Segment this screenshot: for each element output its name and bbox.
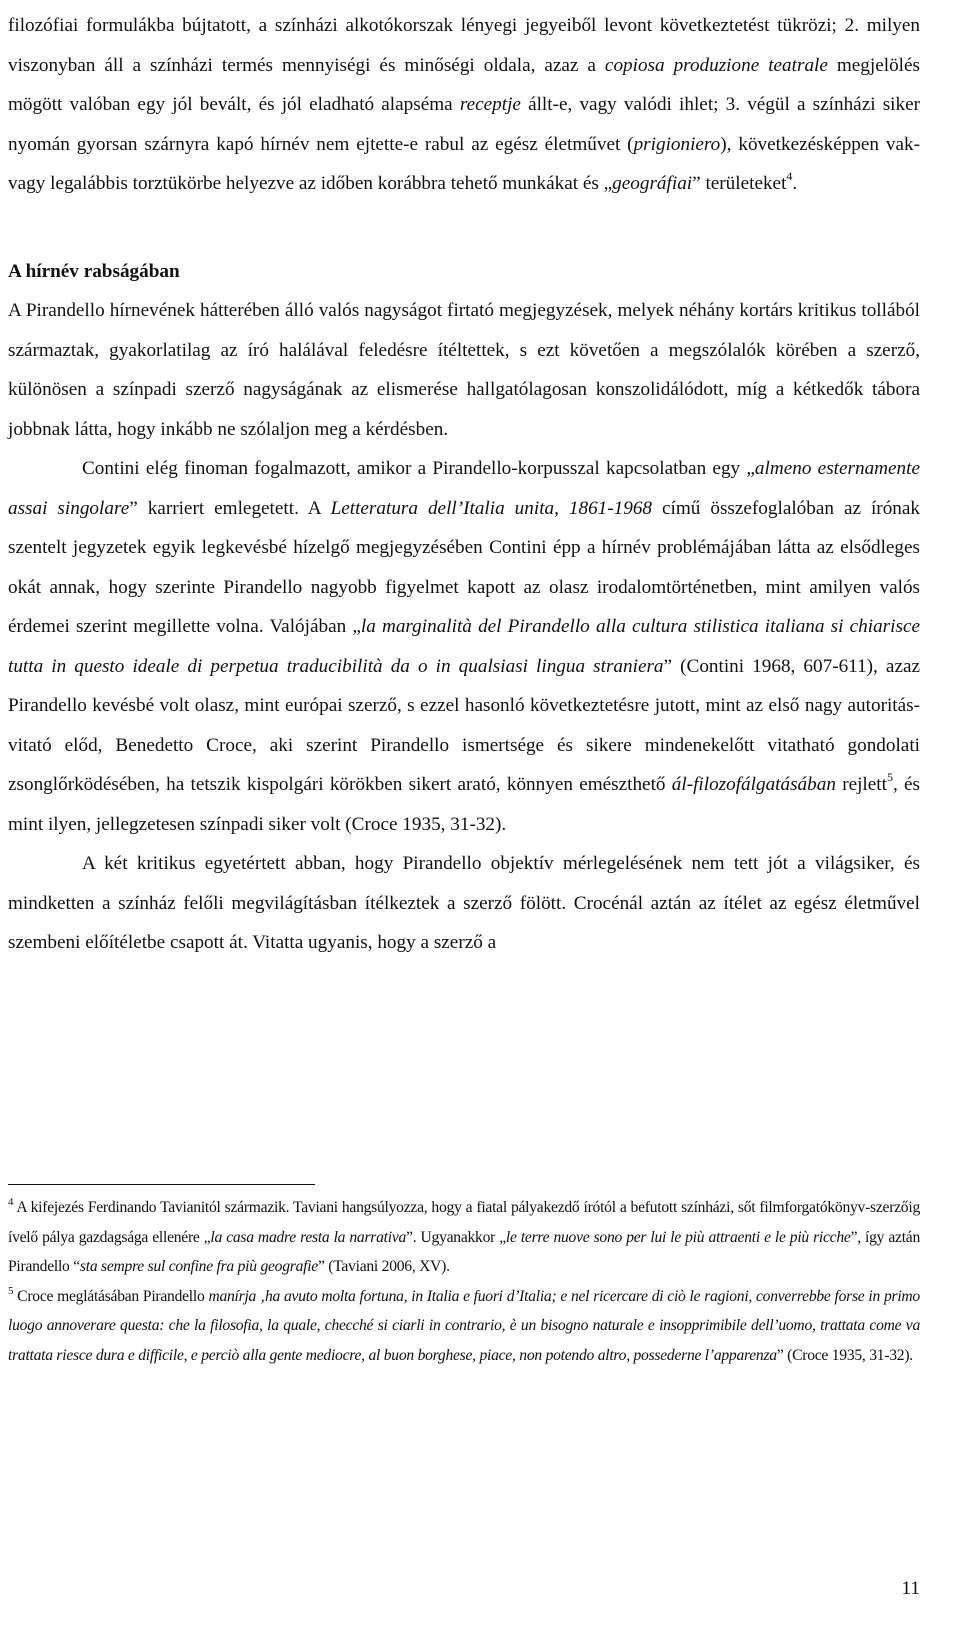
text-run: megjelölés mögött valóban egy jól bevált, és jól eladható alapséma [8, 54, 920, 115]
text-run: filozófiai formulákba bújtatott, a színházi alkotókorszak lényegi jegyeiből levont következtetést tükrözi; 2. milyen viszonyban áll a színházi termés mennyiségi és minőségi oldala, azaz a [8, 15, 920, 76]
italic-run: la marginalità del Pirandello alla cultura stilistica italiana si chiarisce tutta in questo ideale di perpetua traducibilità da o in qualsiasi lingua straniera [8, 616, 920, 677]
paragraph-2 [8, 449, 920, 844]
text-run: ” területeket [692, 173, 787, 194]
text-run: Contini elég finoman fogalmazott, amikor a Pirandello-korpusszal kapcsolatban egy „ [82, 458, 755, 479]
italic-run: manírja [208, 1287, 257, 1305]
text-run: Croce meglátásában Pirandello [13, 1287, 209, 1305]
footnote-ref-5[interactable]: 5 [886, 769, 893, 784]
footnotes [8, 1193, 920, 1371]
text-run: ”, így aztán Pirandello “ [8, 1228, 921, 1276]
text-run: . [792, 173, 798, 194]
paragraph-3: A két kritikus egyetértett abban, hogy Pirandello objektív mérlegelésének nem tett jót a világsiker, és mindketten a színház felőli megvilágításban ítélkeztek a szerző fölött. Crocénál aztán az ítélet az egész életművel szembeni előítéletbe csapott át. Vitatta ugyanis, hogy a szerző a [8, 853, 920, 953]
section-heading: A hírnév rabságában [8, 260, 180, 282]
italic-run: geográfiai [612, 173, 693, 194]
italic-run: receptje [459, 94, 521, 115]
footnote-5 [8, 1282, 920, 1371]
text-run: A kifejezés Ferdinando Tavianitól származik. Taviani hangsúlyozza, hogy a fiatal pályakezdő írótól a befutott színházi, sőt filmforgatókönyv-szerzőig ívelő pálya gazdagsága ellenére „ [8, 1199, 920, 1246]
page-number: 11 [901, 1578, 920, 1599]
page-body [8, 6, 920, 963]
footnote-number: 4 [8, 1195, 14, 1208]
text-run: ” karriert emlegetett. A [129, 497, 331, 519]
text-run: ” (Croce 1935, 31-32). [776, 1346, 913, 1364]
italic-run: ‚ha avuto molta fortuna, in Italia e fuori d’Italia; e nel ricercare di ciò le ragioni, converrebbe forse in primo luogo annoverare questa: che la filosofia, la quale, checché si ciarli in contrario, è un bisogno naturale e insopprimibile dell’uomo, trattata come va trattata riesce dura e difficile, e perciò alla gente mediocre, al buon borghese, piace, non potendo altro, possederne l’apparenza [8, 1287, 920, 1364]
italic-run: prigioniero [633, 133, 721, 155]
text-run: című összefoglalóban az írónak szentelt jegyzetek egyik legkevésbé hízelgő megjegyzésében Contini épp a hírnév problémájában látta az elsődleges okát annak, hogy szerinte Pirandello nagyobb figyelmet kapott az olasz irodalomtörténetben, mint amilyen valós érdemei szerint megillette volna. Valójában „ [8, 497, 920, 637]
text-run: rejlett [835, 774, 887, 795]
italic-run: copiosa produzione teatrale [604, 54, 828, 76]
italic-run: Letteratura dell’Italia unita, 1861-1968 [330, 497, 653, 519]
text-run: ” (Contini 1968, 607-611), azaz Pirandello kevésbé volt olasz, mint európai szerző, s ezzel hasonló következtetésre jutott, mint az első nagy autoritás-vitató előd, Benedetto Croce, aki szerint Pirandello ismertsége és sikere mindenekelőtt vitatható gondolati zsonglőrködésében, ha tetszik kispolgári körökben sikert arató, könnyen emészthető [8, 655, 920, 795]
paragraph-1: A Pirandello hírnevének hátterében álló valós nagyságot firtató megjegyzések, melyek néhány kortárs kritikus tollából származtak, gyakorlatilag az író halálával feledésre ítéltettek, s ezt követően a megszólalók körében a szerző, különösen a színpadi szerző nagyságának az elismerése hallgatólagosan konszolidálódott, míg a kétkedők tábora jobbnak látta, hogy inkább ne szólaljon meg a kérdésben. [8, 300, 920, 440]
italic-run: la casa madre resta la narrativa [210, 1228, 407, 1246]
italic-run: ál-filozofálgatásában [671, 774, 836, 795]
paragraph-continued [8, 6, 920, 204]
text-run: ”. Ugyanakkor „ [406, 1228, 506, 1246]
italic-run: almeno esternamente assai singolare [8, 458, 920, 519]
text-run: ” (Taviani 2006, XV). [317, 1258, 450, 1276]
text-run: ), következésképpen vak- vagy legalábbis torztükörbe helyezve az időben korábbra tehető munkákat és „ [8, 133, 920, 194]
italic-run: le terre nuove sono per lui le più attraenti e le più ricche [505, 1228, 851, 1246]
text-run: , és mint ilyen, jellegzetesen színpadi siker volt (Croce 1935, 31-32). [8, 774, 920, 835]
footnote-separator [8, 1184, 315, 1185]
footnote-4 [8, 1193, 920, 1282]
footnote-ref-4[interactable]: 4 [786, 168, 793, 183]
italic-run: sta sempre sul confine fra più geografie [79, 1258, 318, 1276]
footnote-number: 5 [8, 1284, 14, 1297]
text-run: állt-e, vagy valódi ihlet; 3. végül a színházi siker nyomán gyorsan szárnyra kapó hírnév nem ejtette-e rabul az egész életművet ( [8, 94, 920, 155]
